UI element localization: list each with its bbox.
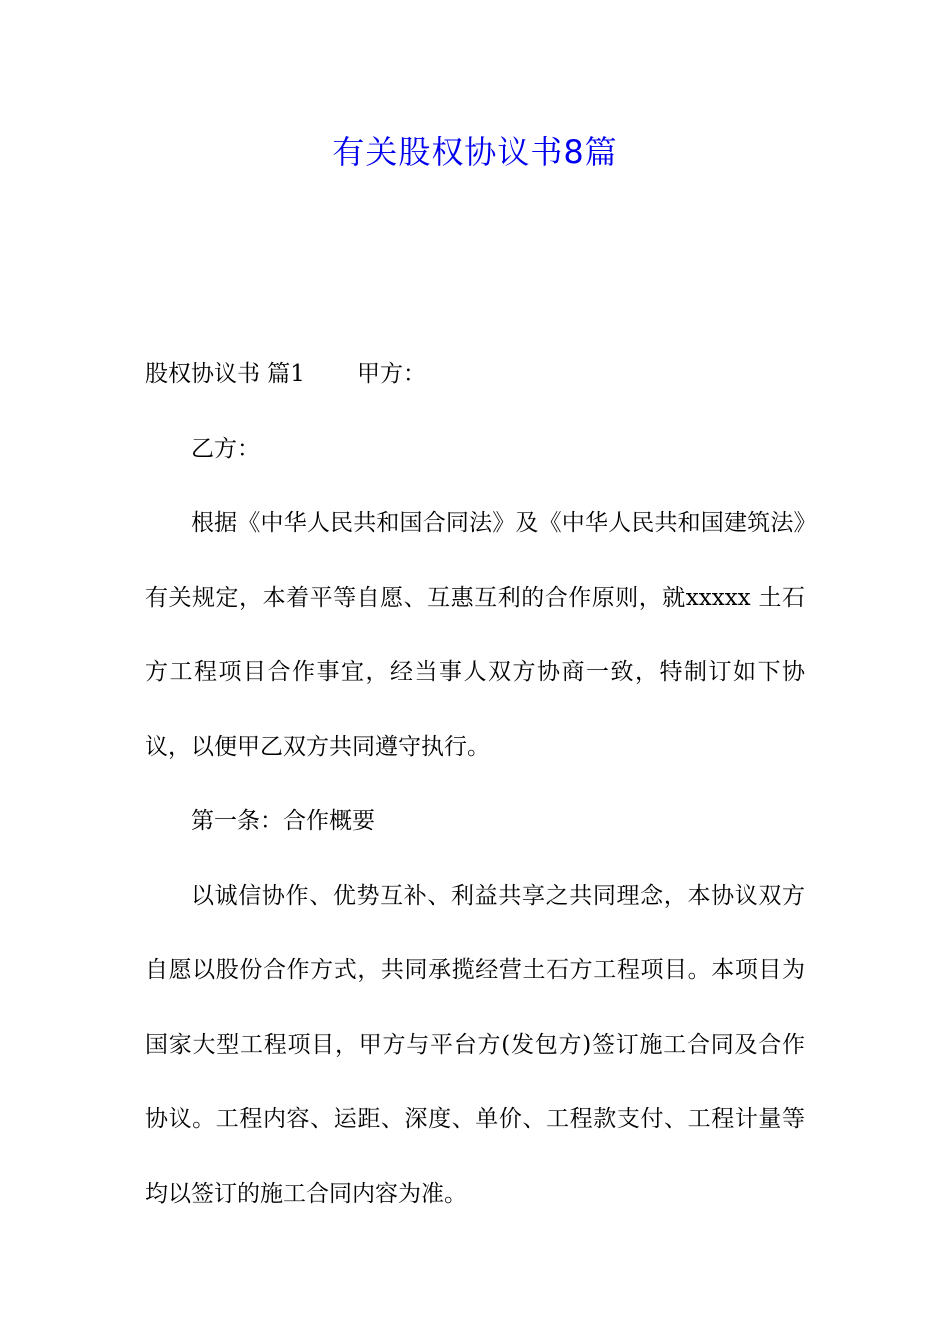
section-label: 股权协议书 篇1 [145,361,305,387]
paragraph-party-b: 乙方： [191,435,260,462]
paragraph-cooperation-overview: 以诚信协作、优势互补、利益共享之共同理念，本协议双方自愿以股份合作方式，共同承揽经营土石方工程项目。本项目为国家大型工程项目，甲方与平台方(发包方)签订施工合同及合作协议。工程内容、运距、深度、单价、工程款支付、工程计量等均以签订的施工合同内容为准。 [145,882,805,1207]
article-one-heading: 第一条：合作概要 [191,808,375,834]
document-body [145,337,805,1231]
paragraph-legal-basis: 根据《中华人民共和国合同法》及《中华人民共和国建筑法》有关规定，本着平等自愿、互惠互利的合作原则，就xxxxx 土石方工程项目合作事宜，经当事人双方协商一致，特制订如下协议，以便甲乙双方共同遵守执行。 [145,510,805,760]
heading-line [145,337,805,412]
document-title: 有关股权协议书8篇 [332,133,618,171]
party-a-label: 甲方： [356,361,426,387]
